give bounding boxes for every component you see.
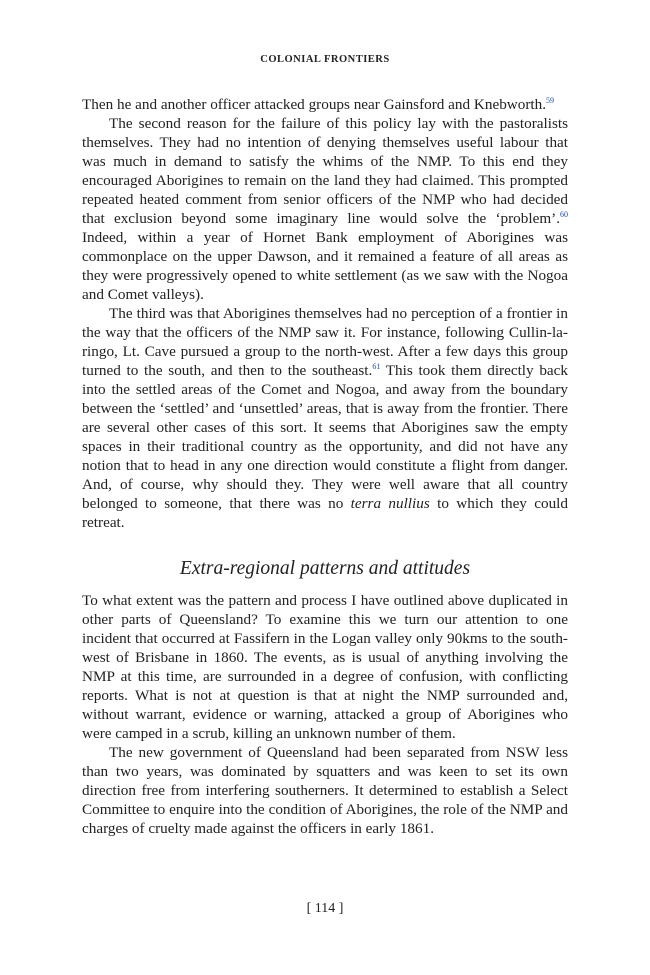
paragraph [82, 304, 568, 532]
paragraph-text: The third was that Aborigines themselves had no perception of a frontier in the way that the officers of the NMP saw it. For instance, following Cullin-la-ringo, Lt. Cave pursued a group to the north-west. After a few days this group turned to the south, and then to the southeast. [82, 305, 568, 379]
paragraph-text: This took them directly back into the settled areas of the Comet and Nogoa, and away from the boundary between the ‘settled’ and ‘unsettled’ areas, that is away from the frontier. There are several other cases of this sort. It seems that Aborigines saw the empty spaces in their traditional country as the opportunity, and did not have any notion that to head in any one direction would constitute a flight from danger. And, of course, why should they. They were well aware that all country belonged to someone, that there was no [82, 362, 569, 512]
footnote-ref-59[interactable]: 59 [546, 96, 555, 105]
running-head: COLONIAL FRONTIERS [260, 54, 390, 65]
footnote-ref-61[interactable]: 61 [372, 362, 381, 371]
section-heading: Extra-regional patterns and attitudes [179, 558, 471, 579]
paragraph: The new government of Queensland had been separated from NSW less than two years, was dominated by squatters and was keen to set its own direction free from interfering southerners. It determined to establish a Select Committee to enquire into the condition of Aborigines, the role of the NMP and charges of cruelty made against the officers in early 1861. [82, 744, 568, 837]
paragraph-text: to which they could retreat. [82, 495, 568, 531]
paragraph-text: Then he and another officer attacked groups near Gainsford and Knebworth. [82, 96, 547, 113]
paragraph-text: The second reason for the failure of this policy lay with the pastoralists themselves. They had no intention of denying themselves useful labour that was much in demand to satisfy the whims of the NMP. To this end they encouraged Aborigines to remain on the land they had claimed. This prompted repeated heated comment from senior officers of the NMP who had decided that exclusion beyond some imaginary line would solve the ‘problem’. [82, 115, 568, 227]
paragraph: To what extent was the pattern and process I have outlined above duplicated in other parts of Queensland? To examine this we turn our attention to one incident that occurred at Fassifern in the Logan valley only 90kms to the south-west of Brisbane in 1860. The events, as is usual of anything involving the NMP at this time, are surrounded in a degree of confusion, with conflicting reports. What is not at question is that at night the NMP surrounded and, without warrant, evidence or warning, attacked a group of Aborigines who were camped in a scrub, killing an unknown number of them. [82, 592, 568, 742]
page-body [82, 95, 568, 838]
paragraph [82, 95, 568, 114]
paragraph-text: Indeed, within a year of Hornet Bank employment of Aborigines was commonplace on the upper Dawson, and it remained a feature of all areas as they were progressively opened to white settlement (as we saw with the Nogoa and Comet valleys). [82, 229, 568, 303]
page-number: [ 114 ] [306, 901, 344, 916]
italic-term: terra nullius [350, 495, 430, 512]
paragraph [82, 114, 568, 304]
footnote-ref-60[interactable]: 60 [560, 210, 568, 219]
